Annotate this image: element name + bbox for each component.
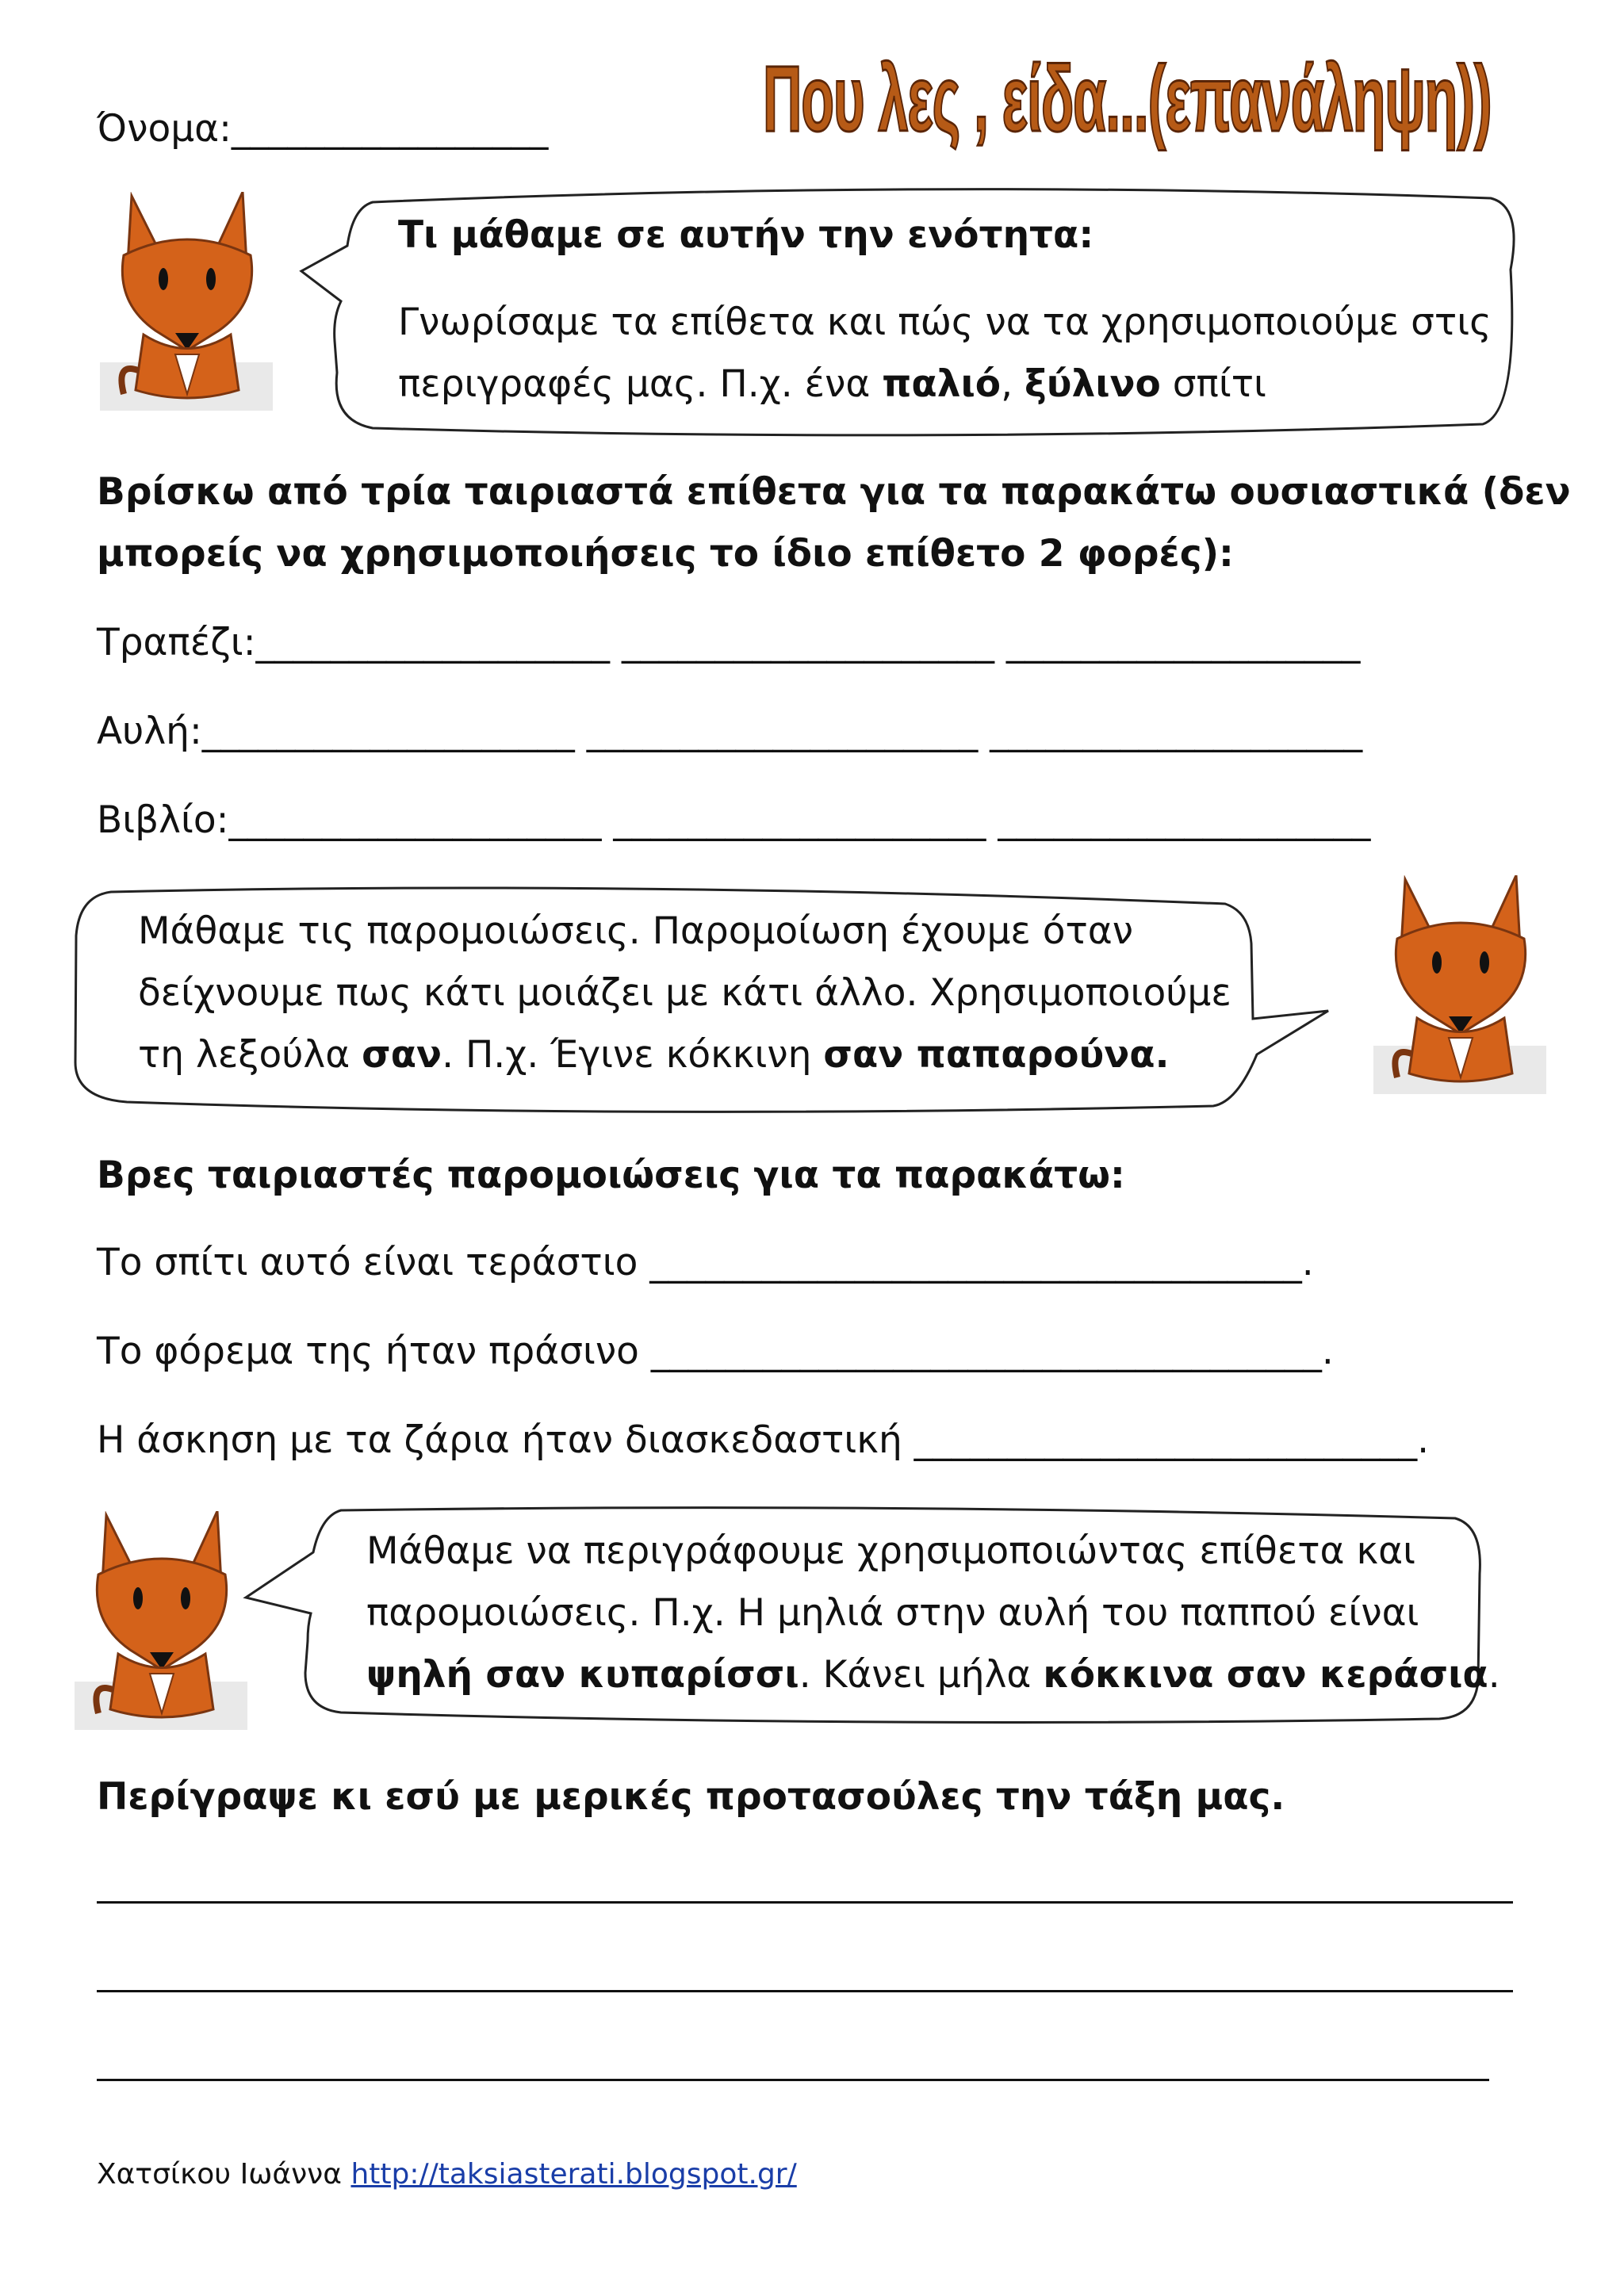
bubble1-line1: Γνωρίσαμε τα επίθετα και πώς να τα χρησιμοποιούμε στις [398, 300, 1492, 344]
adjective-blanks[interactable]: ___________________ ____________________ ___________________ [255, 621, 1361, 664]
adjective-row-yard [97, 701, 1362, 763]
footer-author: Χατσίκου Ιωάννα [97, 2158, 351, 2191]
exercise2-instruction: Βρες ταιριαστές παρομοιώσεις για τα παρακάτω: [97, 1154, 1125, 1197]
footer-blog-link[interactable]: http://taksiasterati.blogspot.gr/ [350, 2158, 797, 2191]
bubble1-heading: Τι μάθαμε σε αυτήν την ενότητα: [398, 213, 1094, 257]
page-title: Που λες , είδα...(επανάληψη)) [763, 47, 1492, 151]
adjective-blanks[interactable]: ____________________ _____________________ ____________________ [201, 710, 1363, 753]
adjective-row-book [97, 790, 1370, 851]
fox-mascot-icon [1373, 875, 1546, 1094]
bubble2-line3: τη λεξούλα σαν. Π.χ. Έγινε κόκκινη σαν παπαρούνα. [138, 1033, 1170, 1077]
bubble3-line3: ψηλή σαν κυπαρίσσι. Κάνει μήλα κόκκινα σαν κεράσια. [366, 1653, 1500, 1697]
fox-mascot-icon [75, 1511, 247, 1730]
footer [97, 2155, 797, 2195]
adjective-blanks[interactable]: ____________________ ____________________ ____________________ [228, 798, 1371, 842]
name-field-label: Όνομα:_________________ [97, 107, 549, 151]
bubble2-line1: Μάθαμε τις παρομοιώσεις. Παρομοίωση έχουμε όταν [138, 909, 1133, 953]
noun-label: Αυλή: [97, 710, 202, 753]
bubble3-line2: παρομοιώσεις. Π.χ. Η μηλιά στην αυλή του παππού είναι [366, 1591, 1419, 1635]
adjective-row-table [97, 612, 1360, 674]
exercise1-instruction-line1: Βρίσκω από τρία ταιριαστά επίθετα για τα παρακάτω ουσιαστικά (δεν [97, 470, 1571, 514]
noun-label: Τραπέζι: [97, 621, 256, 664]
answer-line-3[interactable] [97, 2079, 1489, 2081]
exercise1-instruction-line2: μπορείς να χρησιμοποιήσεις το ίδιο επίθετο 2 φορές): [97, 532, 1234, 576]
bubble3-line1: Μάθαμε να περιγράφουμε χρησιμοποιώντας επίθετα και [366, 1529, 1416, 1573]
fox-mascot-icon [100, 192, 273, 411]
answer-line-2[interactable] [97, 1990, 1513, 1992]
noun-label: Βιβλίο: [97, 798, 229, 842]
bubble2-line2: δείχνουμε πως κάτι μοιάζει με κάτι άλλο. Χρησιμοποιούμε [138, 971, 1231, 1015]
simile-row-dice[interactable]: Η άσκηση με τα ζάρια ήταν διασκεδαστική ___________________________. [97, 1418, 1430, 1462]
simile-row-house[interactable]: Το σπίτι αυτό είναι τεράστιο ___________________________________. [97, 1241, 1314, 1284]
exercise3-instruction: Περίγραψε κι εσύ με μερικές προτασούλες την τάξη μας. [97, 1775, 1285, 1819]
answer-line-1[interactable] [97, 1901, 1513, 1904]
simile-row-dress[interactable]: Το φόρεμα της ήταν πράσινο ____________________________________. [97, 1330, 1334, 1373]
bubble1-line2: περιγραφές μας. Π.χ. ένα παλιό, ξύλινο σπίτι [398, 362, 1266, 406]
